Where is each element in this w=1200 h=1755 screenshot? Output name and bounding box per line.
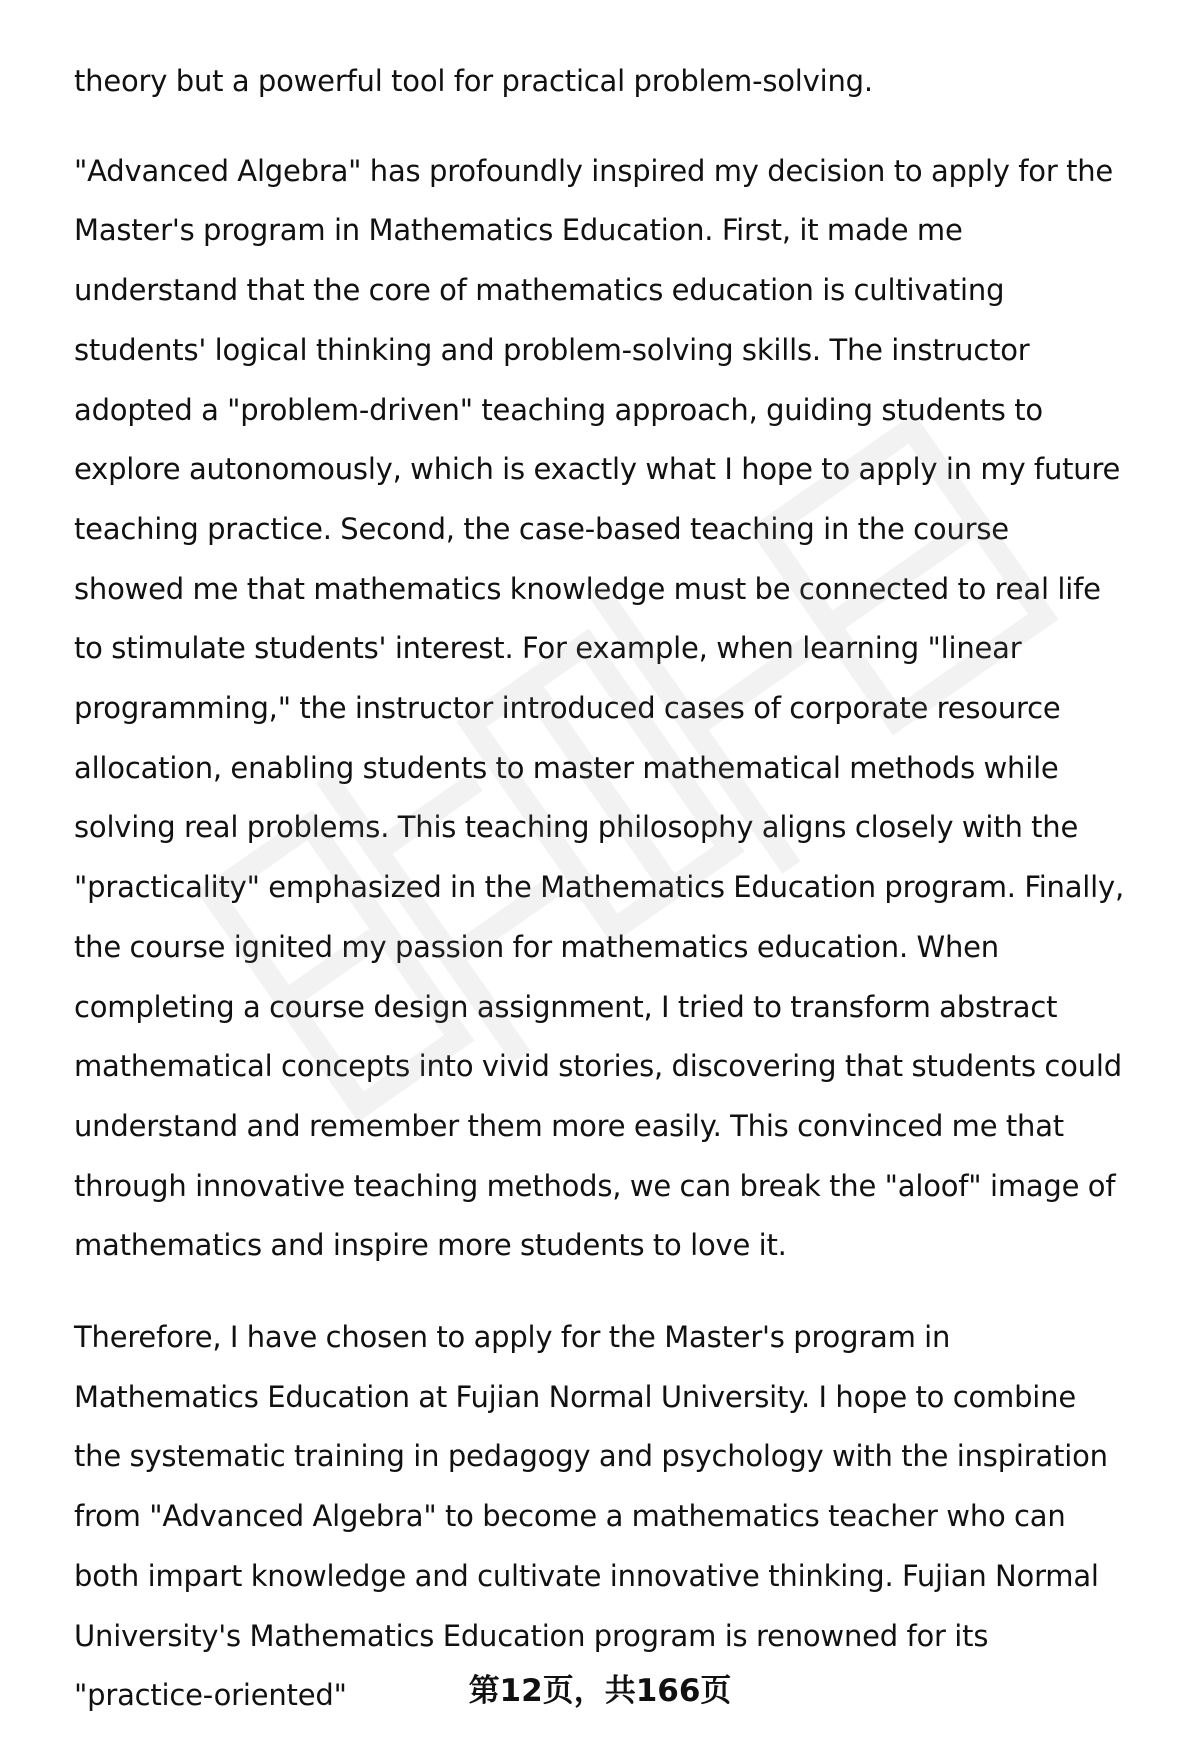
page-number-footer: 第12页，共166页 <box>468 1673 732 1709</box>
paragraph-1: theory but a powerful tool for practical problem-solving. <box>74 64 873 98</box>
paragraph-2: "Advanced Algebra" has profoundly inspired my decision to apply for the Master's program in Mathematics Education. First, it made me understand that the core of mathematics education is cultivating students' logical thinking and problem-solving skills. The instructor adopted a "problem-driven" teaching approach, guiding students to explore autonomously, which is exactly what I hope to apply in my future teaching practice. Second, the case-based teaching in the course showed me that mathematics knowledge must be connected to real life to stimulate students' interest. For example, when learning "linear programming," the instructor introduced cases of corporate resource allocation, enabling students to master mathematical methods while solving real problems. This teaching philosophy aligns closely with the "practicality" emphasized in the Mathematics Education program. Finally, the course ignited my passion for mathematics education. When completing a course design assignment, I tried to transform abstract mathematical concepts into vivid stories, discovering that students could understand and remember them more easily. This convinced me that through innovative teaching methods, we can break the "aloof" image of mathematics and inspire more students to love it. <box>74 153 1125 1263</box>
paragraph-3: Therefore, I have chosen to apply for the Master's program in Mathematics Education at Fujian Normal University. I hope to combine the systematic training in pedagogy and psychology with the inspiration from "Advanced Algebra" to become a mathematics teacher who can both impart knowledge and cultivate innovative thinking. Fujian Normal University's Mathematics Education program is renowned for its "practice-oriented" <box>74 1320 1108 1713</box>
